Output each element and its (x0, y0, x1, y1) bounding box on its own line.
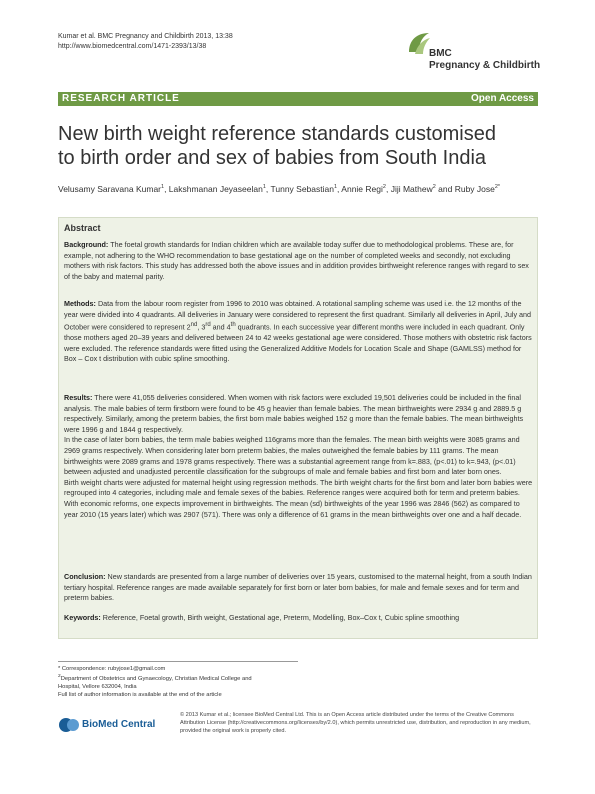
header-url[interactable]: http://www.biomedcentral.com/1471-2393/13/38 (58, 43, 207, 50)
correspondence: * Correspondence: rubyjose1@gmail.com (58, 666, 166, 672)
author: Lakshmanan Jeyaseelan$^1$ (168, 183, 266, 194)
abstract-results-para-4: With economic reforms, one expects improvement in birthweights. The mean (sd) birthweights of the year 1996 was 2846 (562) as compared to year 2010 (15 years later) which was 2907 (571). There was only a difference of 61 grams in the mean birthweights over one and a half decade. (64, 498, 522, 519)
footnotes (58, 665, 298, 699)
abstract-background: Background: The foetal growth standards for Indian children which are available today suffer due to methodological problems. These are, for example, not adhering to the WHO recommendation to base gestational age on the number of completed weeks and secondly, not excluding mothers with risk factors. This study has addressed both the above issues and in addition provides birthweight reference ranges with regard to sex of the baby and maternal parity. (64, 240, 529, 281)
author: Jiji Mathew$^2$ (390, 183, 436, 194)
header-citation: Kumar et al. BMC Pregnancy and Childbirth 2013, 13:38 (58, 33, 233, 40)
open-access-label: Open Access (471, 93, 534, 104)
abstract-results-para-3: Birth weight charts were adjusted for maternal height using regression methods. The birth weight charts for the first born and later born babies were regrouped into 4 categories, including male and female sexes of the babies. Reference ranges were acquired both for term and preterm babies. (64, 477, 533, 498)
author: Annie Regi$^2$ (341, 183, 386, 194)
journal-logo (405, 28, 545, 83)
title-line-2: to birth order and sex of babies from South India (58, 147, 487, 169)
logo-journal: Pregnancy & Childbirth (429, 60, 541, 71)
abstract-methods: Methods: Data from the labour room register from 1996 to 2010 was obtained. A rotational sampling scheme was used i.e. the 12 months of the year were divided into 4 quadrants. All deliveries in January were considered to represent the first quadrant. Similarly all deliveries in April, July and October were considered to represent 2nd, 3rd and 4th quadrants. In each successive year different months were included in each quadrant. Only those mothers aged 20–39 years and delivered between 24 to 42 weeks gestational age were considered. Those mothers with obstetric risk factors were excluded. The reference standards were fitted using the Generalized Additive Models for Location Scale and Shape (GAMLSS) method for Box – Cox t distribution with cubic spline smoothing. (64, 299, 532, 364)
title-line-1: New birth weight reference standards customised (58, 123, 496, 145)
abstract-keywords: Keywords: Reference, Foetal growth, Birth weight, Gestational age, Preterm, Modelling, Box–Cox t, Cubic spline smoothing (64, 613, 460, 622)
abstract-box (58, 217, 538, 639)
article-type-banner (58, 92, 538, 106)
biomed-central-name: BioMed Central (82, 719, 156, 730)
abstract-results: Results: There were 41,055 deliveries considered. When women with risk factors were excluded 19,501 deliveries could be included in the final analysis. The male babies of term firstborn were found to be 45 g heavier than female babies. The mean birthweights were 2934 g and 2889.5 g respectively. Similarly, among the preterm babies, the first born male babies weighed 152 g more than the female babies. The mean birthweights were 1996 g and 1844 g respectively. In the case of later born babies, the term male babies weighed 116grams more than the females. The mean birth weights were 3085 grams and 2969 grams respectively. When considering later born preterm babies, the males outweighed the female babies by 111 grams. The mean birthweights were 2089 grams and 1978 grams respectively. There was a substantial agreement range from k=.883, (p<.01) to k=.943, (p<.01) between adjusted and unadjusted percentile classification for the subgroups of male and female babies and first born and later born ones. Birth weight charts were adjusted for maternal height using regression methods. The birth weight charts for the first born and later born babies were regrouped into 4 categories, including male and female sexes of the babies. Reference ranges were acquired both for term and preterm babies. With economic reforms, one expects improvement in birthweights. The mean (sd) birthweights of the year 1996 was 2846 (562) as compared to year 2010 (15 years later) which was 2907 (571). There was only a difference of 61 grams in the mean birthweights over one and a half decade. (64, 393, 533, 519)
license-text: © 2013 Kumar et al.; licensee BioMed Central Ltd. This is an Open Access article distributed under the terms of the Creative Commons Attribution License (http://creativecommons.org/licenses/by/2.0), which permits unrestricted use, distribution, and reproduction in any medium, provided the original work is properly cited. (180, 712, 531, 734)
abstract-conclusion: Conclusion: New standards are presented from a large number of deliveries over 15 years, customised to the maternal height, from a south Indian tertiary hospital. Reference ranges are made available separately for first born or later born babies, for male and female sexes and for term and preterm babies. (64, 572, 532, 603)
author: Tunny Sebastian$^1$ (270, 183, 338, 194)
biomed-central-logo-icon (58, 715, 80, 735)
logo-name: BMC (429, 48, 452, 59)
biomed-central-logo (58, 713, 178, 737)
abstract-results-para-2: In the case of later born babies, the term male babies weighed 116grams more than the females. The mean birth weights were 3085 grams and 2969 grams respectively. When considering later born preterm babies, the males outweighed the female babies by 111 grams. The mean birthweights were 2089 grams and 1978 grams respectively. There was a substantial agreement range from k=.883, (p<.01) to k=.943, (p<.01) between adjusted and unadjusted percentile classification for the subgroups of male and female babies and first born and later born ones. (64, 435, 520, 477)
affiliation-cont: Hospital, Vellore 632004, India (58, 683, 137, 690)
article-type-label: RESEARCH ARTICLE (62, 93, 180, 104)
author: Velusamy Saravana Kumar$^1$ (58, 183, 165, 194)
author: Ruby Jose$^{2*}$ (454, 183, 501, 194)
abstract-heading: Abstract (64, 223, 101, 233)
author-info-note: Full list of author information is available at the end of the article (58, 691, 222, 698)
affiliation: $^2$Department of Obstetrics and Gynaecology, Christian Medical College and (58, 674, 252, 682)
article-title (58, 122, 548, 170)
footnote-divider (58, 661, 298, 662)
author-list: Velusamy Saravana Kumar$^1$, Lakshmanan Jeyaseelan$^1$, Tunny Sebastian$^1$, Annie Regi$^2$, Jiji Mathew$^2$ and Ruby Jose$^{2*}$ (58, 183, 501, 194)
